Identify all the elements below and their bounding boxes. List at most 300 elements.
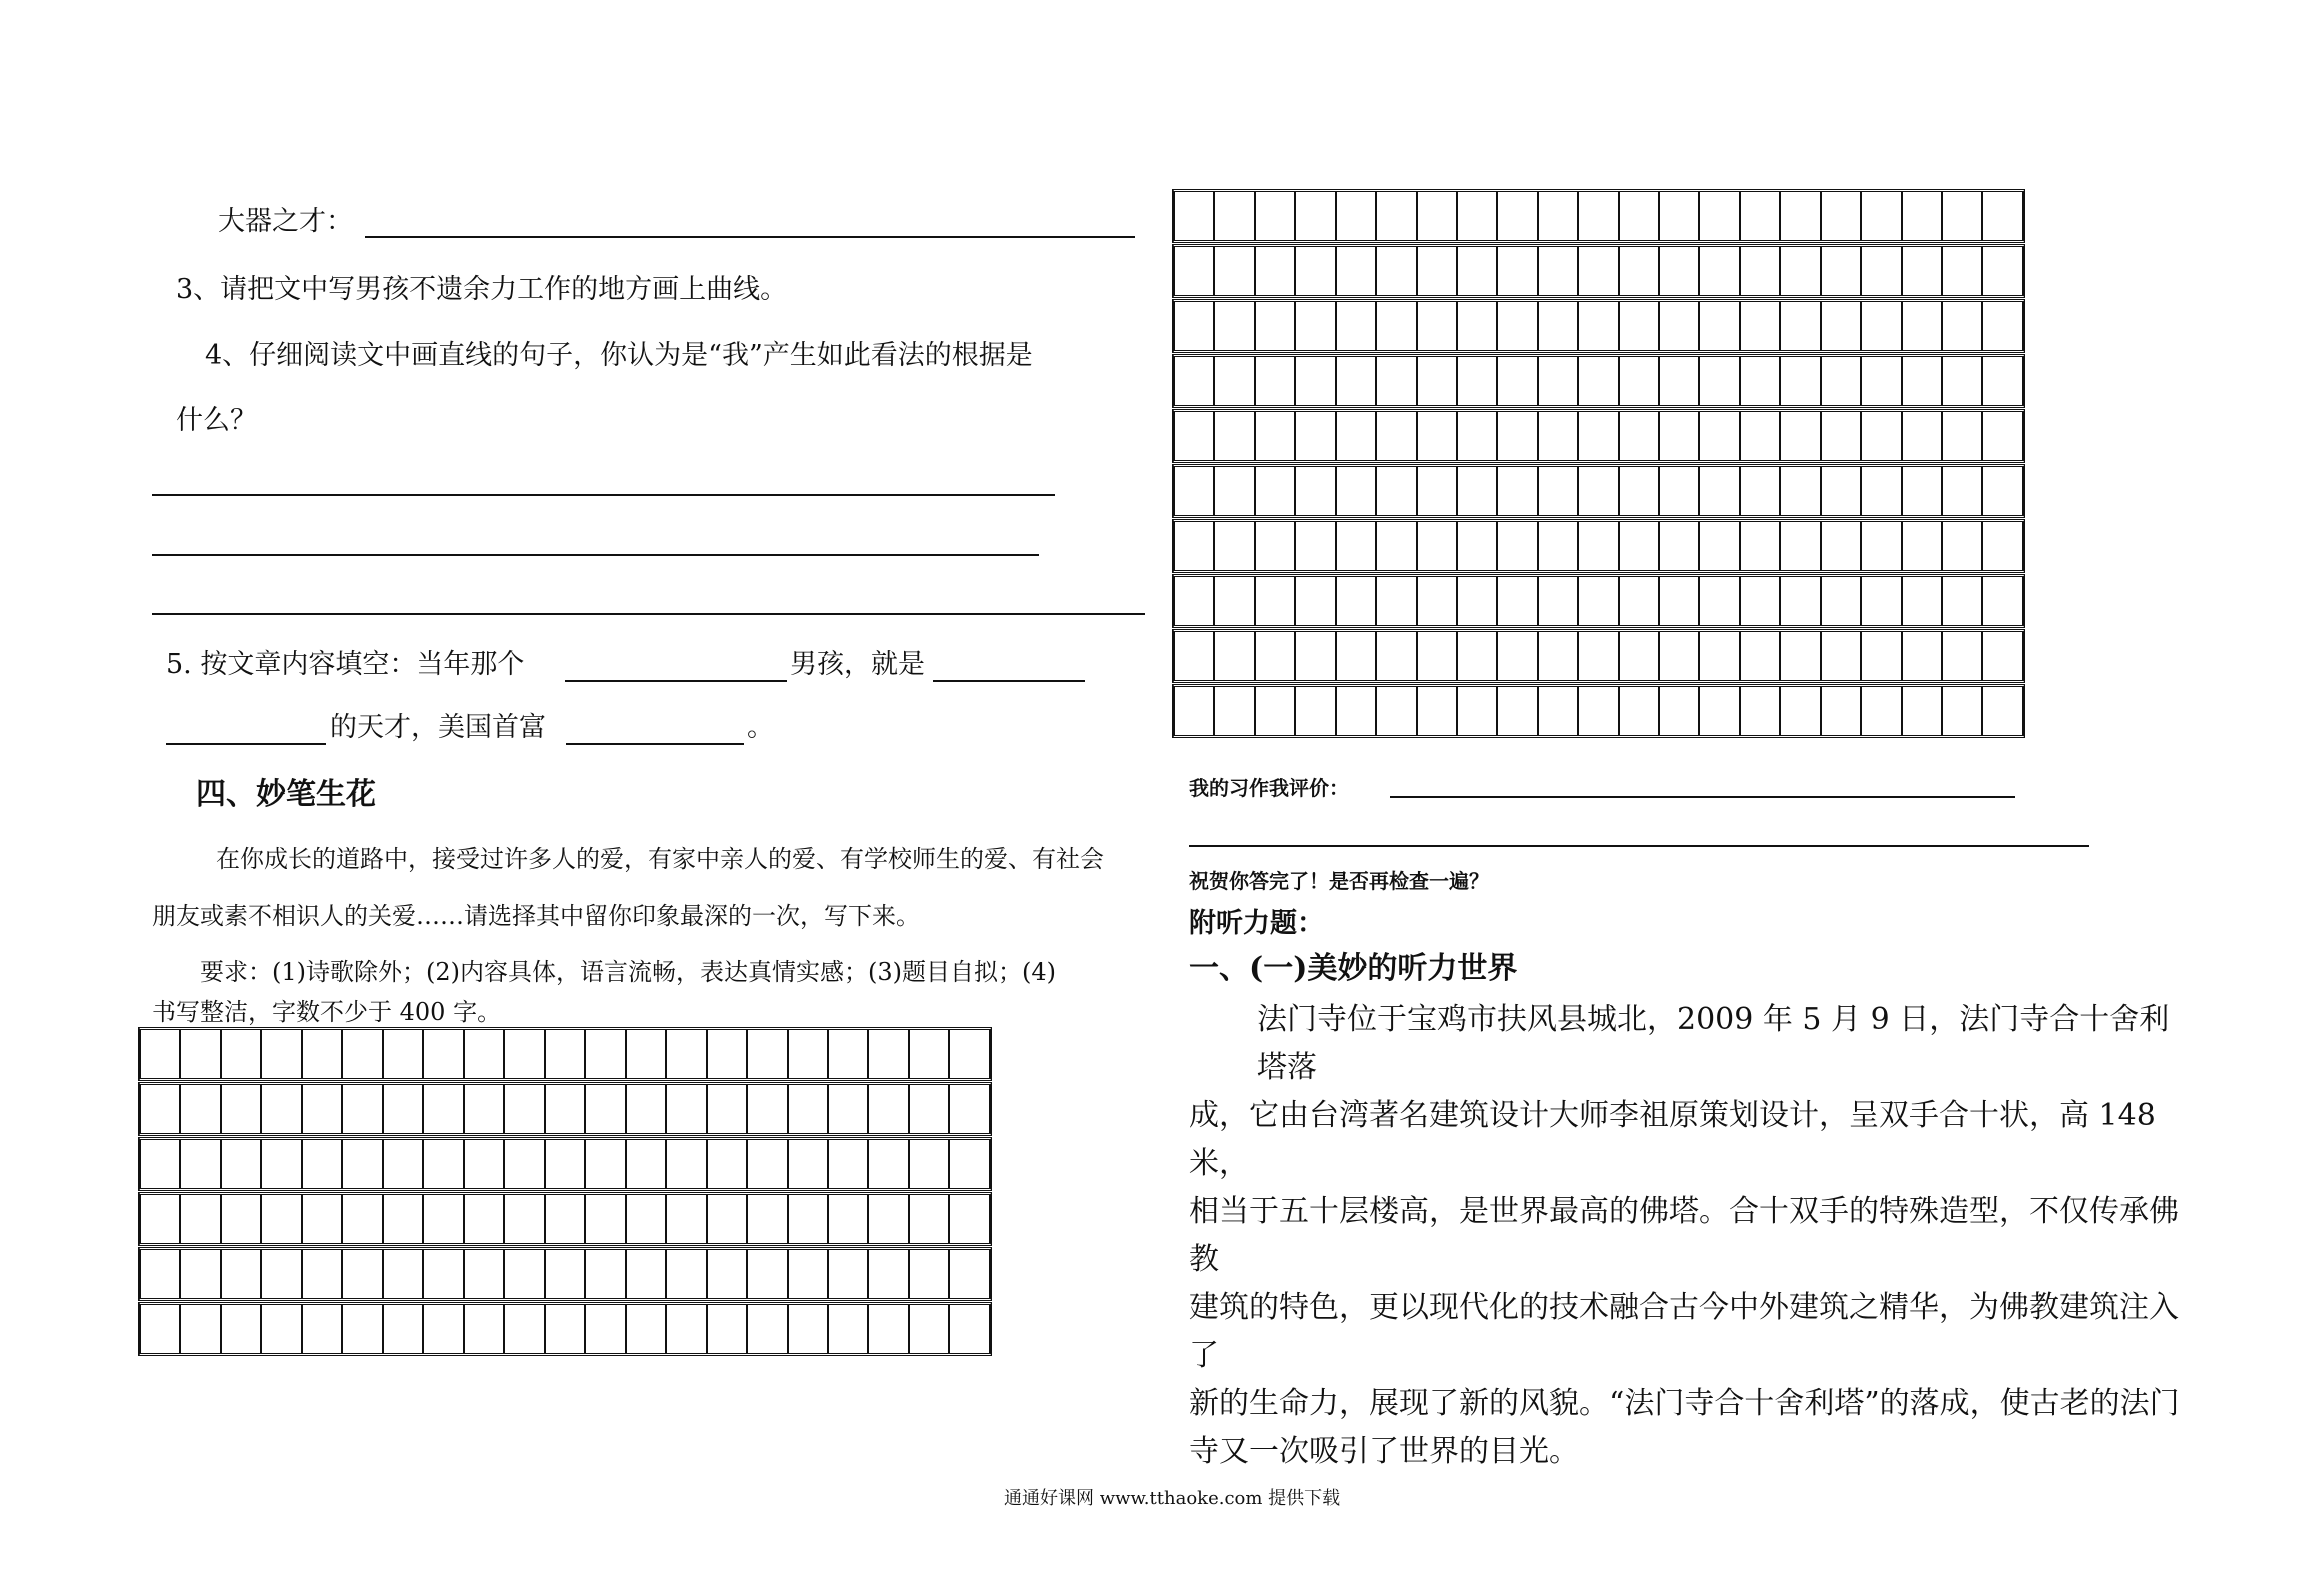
grid-cell[interactable] [1539,632,1579,680]
grid-cell[interactable] [303,1140,343,1188]
grid-cell[interactable] [1256,302,1296,350]
grid-cell[interactable] [1983,522,2021,570]
grid-cell[interactable] [1741,302,1781,350]
grid-cell[interactable] [789,1250,829,1298]
grid-cell[interactable] [1862,412,1902,460]
grid-cell[interactable] [627,1195,667,1243]
grid-cell[interactable] [1660,522,1700,570]
grid-cell[interactable] [1458,577,1498,625]
grid-cell[interactable] [1579,687,1619,735]
grid-cell[interactable] [1579,247,1619,295]
grid-cell[interactable] [667,1250,707,1298]
grid-cell[interactable] [546,1030,586,1078]
grid-cell[interactable] [910,1305,950,1353]
grid-cell[interactable] [1620,192,1660,240]
grid-cell[interactable] [505,1085,545,1133]
grid-cell[interactable] [1175,357,1215,405]
grid-cell[interactable] [1862,687,1902,735]
grid-cell[interactable] [262,1305,302,1353]
grid-cell[interactable] [829,1305,869,1353]
grid-cell[interactable] [1418,467,1458,515]
grid-cell[interactable] [1579,522,1619,570]
grid-cell[interactable] [1862,192,1902,240]
grid-cell[interactable] [424,1305,464,1353]
grid-cell[interactable] [546,1305,586,1353]
grid-cell[interactable] [667,1195,707,1243]
grid-cell[interactable] [1296,247,1336,295]
self-eval-blank[interactable] [1390,796,2015,798]
grid-cell[interactable] [262,1250,302,1298]
writing-grid-right[interactable] [1172,189,2025,739]
grid-cell[interactable] [1458,247,1498,295]
grid-cell[interactable] [1741,522,1781,570]
grid-cell[interactable] [1498,302,1538,350]
grid-cell[interactable] [708,1195,748,1243]
grid-cell[interactable] [1781,192,1821,240]
grid-cell[interactable] [1458,687,1498,735]
grid-cell[interactable] [1337,632,1377,680]
grid-cell[interactable] [1498,687,1538,735]
grid-cell[interactable] [1660,687,1700,735]
grid-cell[interactable] [505,1140,545,1188]
grid-cell[interactable] [1539,577,1579,625]
grid-cell[interactable] [1579,302,1619,350]
grid-cell[interactable] [748,1140,788,1188]
writing-grid-left[interactable] [138,1027,992,1357]
grid-cell[interactable] [1903,577,1943,625]
grid-cell[interactable] [1822,357,1862,405]
grid-cell[interactable] [1175,467,1215,515]
grid-cell[interactable] [627,1305,667,1353]
grid-cell[interactable] [1256,357,1296,405]
grid-cell[interactable] [181,1250,221,1298]
grid-cell[interactable] [1822,687,1862,735]
grid-cell[interactable] [708,1250,748,1298]
grid-cell[interactable] [141,1195,181,1243]
grid-cell[interactable] [141,1030,181,1078]
grid-cell[interactable] [1458,522,1498,570]
grid-cell[interactable] [950,1085,988,1133]
grid-cell[interactable] [222,1085,262,1133]
grid-cell[interactable] [1822,577,1862,625]
grid-cell[interactable] [1539,302,1579,350]
grid-cell[interactable] [1579,467,1619,515]
grid-cell[interactable] [708,1140,748,1188]
grid-cell[interactable] [141,1140,181,1188]
grid-cell[interactable] [1256,412,1296,460]
grid-cell[interactable] [869,1195,909,1243]
grid-cell[interactable] [1296,577,1336,625]
grid-cell[interactable] [1337,522,1377,570]
grid-cell[interactable] [1700,632,1740,680]
grid-cell[interactable] [950,1030,988,1078]
answer-blank[interactable] [365,236,1135,238]
grid-cell[interactable] [789,1085,829,1133]
grid-cell[interactable] [141,1305,181,1353]
grid-cell[interactable] [1458,412,1498,460]
grid-cell[interactable] [1458,467,1498,515]
grid-cell[interactable] [1741,357,1781,405]
grid-cell[interactable] [1943,412,1983,460]
grid-cell[interactable] [1903,412,1943,460]
grid-cell[interactable] [222,1250,262,1298]
grid-cell[interactable] [950,1195,988,1243]
grid-cell[interactable] [789,1030,829,1078]
grid-cell[interactable] [1418,632,1458,680]
grid-cell[interactable] [1983,467,2021,515]
grid-cell[interactable] [343,1030,383,1078]
grid-cell[interactable] [1377,467,1417,515]
grid-cell[interactable] [1862,247,1902,295]
grid-cell[interactable] [1377,302,1417,350]
grid-cell[interactable] [829,1140,869,1188]
grid-cell[interactable] [1741,412,1781,460]
grid-cell[interactable] [1660,467,1700,515]
grid-cell[interactable] [181,1030,221,1078]
grid-cell[interactable] [1215,467,1255,515]
grid-cell[interactable] [1700,577,1740,625]
grid-cell[interactable] [1700,192,1740,240]
grid-cell[interactable] [829,1085,869,1133]
grid-cell[interactable] [950,1250,988,1298]
grid-cell[interactable] [829,1250,869,1298]
grid-cell[interactable] [1539,467,1579,515]
grid-cell[interactable] [1296,687,1336,735]
grid-cell[interactable] [424,1195,464,1243]
grid-cell[interactable] [546,1140,586,1188]
grid-cell[interactable] [222,1030,262,1078]
grid-cell[interactable] [1781,632,1821,680]
grid-cell[interactable] [667,1030,707,1078]
grid-cell[interactable] [1579,577,1619,625]
grid-cell[interactable] [1660,247,1700,295]
grid-cell[interactable] [1418,247,1458,295]
grid-cell[interactable] [1539,522,1579,570]
grid-cell[interactable] [1741,467,1781,515]
grid-cell[interactable] [1215,192,1255,240]
grid-cell[interactable] [181,1085,221,1133]
grid-cell[interactable] [1620,632,1660,680]
grid-cell[interactable] [384,1305,424,1353]
grid-cell[interactable] [1296,192,1336,240]
grid-cell[interactable] [1377,632,1417,680]
grid-cell[interactable] [181,1195,221,1243]
grid-cell[interactable] [1903,302,1943,350]
grid-cell[interactable] [586,1085,626,1133]
grid-cell[interactable] [1256,467,1296,515]
grid-cell[interactable] [1175,412,1215,460]
grid-cell[interactable] [1418,192,1458,240]
grid-cell[interactable] [303,1250,343,1298]
grid-cell[interactable] [1256,522,1296,570]
grid-cell[interactable] [1539,412,1579,460]
grid-cell[interactable] [1175,247,1215,295]
answer-blank[interactable] [166,743,326,745]
answer-line[interactable] [152,554,1039,556]
grid-cell[interactable] [1418,687,1458,735]
grid-cell[interactable] [343,1140,383,1188]
grid-cell[interactable] [424,1085,464,1133]
grid-cell[interactable] [1620,412,1660,460]
grid-cell[interactable] [1660,357,1700,405]
grid-cell[interactable] [1983,412,2021,460]
grid-cell[interactable] [1781,357,1821,405]
grid-cell[interactable] [141,1085,181,1133]
grid-cell[interactable] [1620,522,1660,570]
grid-cell[interactable] [222,1195,262,1243]
grid-cell[interactable] [789,1140,829,1188]
grid-cell[interactable] [1498,247,1538,295]
grid-cell[interactable] [667,1140,707,1188]
grid-cell[interactable] [1983,687,2021,735]
grid-cell[interactable] [1215,302,1255,350]
grid-cell[interactable] [1983,632,2021,680]
grid-cell[interactable] [1660,412,1700,460]
grid-cell[interactable] [222,1140,262,1188]
grid-cell[interactable] [505,1030,545,1078]
grid-cell[interactable] [546,1085,586,1133]
grid-cell[interactable] [1700,467,1740,515]
answer-blank[interactable] [565,680,787,682]
grid-cell[interactable] [1700,247,1740,295]
grid-cell[interactable] [1620,577,1660,625]
grid-cell[interactable] [465,1140,505,1188]
grid-cell[interactable] [303,1305,343,1353]
grid-cell[interactable] [1215,412,1255,460]
grid-cell[interactable] [1418,522,1458,570]
grid-cell[interactable] [950,1140,988,1188]
grid-cell[interactable] [1862,357,1902,405]
grid-cell[interactable] [1781,412,1821,460]
grid-cell[interactable] [1296,412,1336,460]
grid-cell[interactable] [1660,632,1700,680]
grid-cell[interactable] [586,1030,626,1078]
grid-cell[interactable] [222,1305,262,1353]
grid-cell[interactable] [586,1250,626,1298]
grid-cell[interactable] [1781,247,1821,295]
grid-cell[interactable] [1822,412,1862,460]
grid-cell[interactable] [1862,632,1902,680]
answer-line[interactable] [152,613,1145,615]
grid-cell[interactable] [1377,687,1417,735]
grid-cell[interactable] [1418,577,1458,625]
grid-cell[interactable] [1296,522,1336,570]
grid-cell[interactable] [1862,577,1902,625]
grid-cell[interactable] [181,1140,221,1188]
grid-cell[interactable] [627,1085,667,1133]
grid-cell[interactable] [384,1140,424,1188]
answer-blank[interactable] [566,743,744,745]
grid-cell[interactable] [1498,632,1538,680]
grid-cell[interactable] [1296,467,1336,515]
grid-cell[interactable] [869,1030,909,1078]
grid-cell[interactable] [1256,247,1296,295]
grid-cell[interactable] [1498,412,1538,460]
grid-cell[interactable] [869,1085,909,1133]
grid-cell[interactable] [1256,687,1296,735]
grid-cell[interactable] [1579,192,1619,240]
grid-cell[interactable] [1296,302,1336,350]
grid-cell[interactable] [505,1305,545,1353]
grid-cell[interactable] [1822,247,1862,295]
grid-cell[interactable] [667,1305,707,1353]
grid-cell[interactable] [1943,467,1983,515]
grid-cell[interactable] [384,1195,424,1243]
grid-cell[interactable] [546,1250,586,1298]
grid-cell[interactable] [1741,577,1781,625]
grid-cell[interactable] [1498,467,1538,515]
grid-cell[interactable] [1215,247,1255,295]
grid-cell[interactable] [1539,687,1579,735]
grid-cell[interactable] [1337,687,1377,735]
grid-cell[interactable] [1175,522,1215,570]
grid-cell[interactable] [910,1030,950,1078]
grid-cell[interactable] [708,1085,748,1133]
grid-cell[interactable] [1498,192,1538,240]
grid-cell[interactable] [1458,357,1498,405]
grid-cell[interactable] [1903,247,1943,295]
grid-cell[interactable] [1539,192,1579,240]
grid-cell[interactable] [1781,302,1821,350]
grid-cell[interactable] [1781,687,1821,735]
grid-cell[interactable] [1741,632,1781,680]
grid-cell[interactable] [1903,357,1943,405]
grid-cell[interactable] [1700,357,1740,405]
grid-cell[interactable] [1943,687,1983,735]
grid-cell[interactable] [1418,412,1458,460]
grid-cell[interactable] [748,1250,788,1298]
grid-cell[interactable] [1175,687,1215,735]
grid-cell[interactable] [627,1250,667,1298]
grid-cell[interactable] [748,1085,788,1133]
grid-cell[interactable] [1781,522,1821,570]
grid-cell[interactable] [384,1085,424,1133]
grid-cell[interactable] [748,1195,788,1243]
grid-cell[interactable] [1337,192,1377,240]
grid-cell[interactable] [1943,192,1983,240]
grid-cell[interactable] [789,1195,829,1243]
grid-cell[interactable] [1620,302,1660,350]
grid-cell[interactable] [1256,192,1296,240]
grid-cell[interactable] [1903,687,1943,735]
grid-cell[interactable] [1700,687,1740,735]
grid-cell[interactable] [303,1195,343,1243]
grid-cell[interactable] [465,1030,505,1078]
grid-cell[interactable] [1458,192,1498,240]
grid-cell[interactable] [869,1140,909,1188]
grid-cell[interactable] [1903,522,1943,570]
grid-cell[interactable] [1296,632,1336,680]
grid-cell[interactable] [1700,412,1740,460]
grid-cell[interactable] [262,1085,302,1133]
grid-cell[interactable] [1741,687,1781,735]
grid-cell[interactable] [1539,357,1579,405]
grid-cell[interactable] [1620,467,1660,515]
grid-cell[interactable] [1983,192,2021,240]
grid-cell[interactable] [1781,577,1821,625]
grid-cell[interactable] [1660,192,1700,240]
grid-cell[interactable] [1700,522,1740,570]
grid-cell[interactable] [384,1250,424,1298]
grid-cell[interactable] [789,1305,829,1353]
grid-cell[interactable] [1579,357,1619,405]
grid-cell[interactable] [1741,192,1781,240]
grid-cell[interactable] [1458,632,1498,680]
grid-cell[interactable] [667,1085,707,1133]
grid-cell[interactable] [343,1305,383,1353]
grid-cell[interactable] [1418,357,1458,405]
grid-cell[interactable] [1296,357,1336,405]
grid-cell[interactable] [1620,687,1660,735]
grid-cell[interactable] [465,1305,505,1353]
grid-cell[interactable] [262,1195,302,1243]
grid-cell[interactable] [748,1030,788,1078]
grid-cell[interactable] [1337,577,1377,625]
grid-cell[interactable] [1943,577,1983,625]
grid-cell[interactable] [343,1250,383,1298]
grid-cell[interactable] [1215,632,1255,680]
grid-cell[interactable] [1943,632,1983,680]
grid-cell[interactable] [1458,302,1498,350]
grid-cell[interactable] [1983,302,2021,350]
grid-cell[interactable] [1903,192,1943,240]
grid-cell[interactable] [343,1195,383,1243]
grid-cell[interactable] [1377,192,1417,240]
grid-cell[interactable] [1943,247,1983,295]
grid-cell[interactable] [1498,522,1538,570]
grid-cell[interactable] [262,1030,302,1078]
grid-cell[interactable] [1579,412,1619,460]
grid-cell[interactable] [1822,632,1862,680]
grid-cell[interactable] [1983,577,2021,625]
grid-cell[interactable] [1822,522,1862,570]
grid-cell[interactable] [1418,302,1458,350]
grid-cell[interactable] [1215,522,1255,570]
grid-cell[interactable] [1862,302,1902,350]
grid-cell[interactable] [1822,302,1862,350]
grid-cell[interactable] [465,1195,505,1243]
grid-cell[interactable] [1256,577,1296,625]
grid-cell[interactable] [829,1030,869,1078]
grid-cell[interactable] [1498,577,1538,625]
grid-cell[interactable] [829,1195,869,1243]
grid-cell[interactable] [1620,357,1660,405]
grid-cell[interactable] [141,1250,181,1298]
grid-cell[interactable] [1377,357,1417,405]
grid-cell[interactable] [1822,192,1862,240]
grid-cell[interactable] [1741,247,1781,295]
grid-cell[interactable] [303,1030,343,1078]
grid-cell[interactable] [465,1085,505,1133]
grid-cell[interactable] [1862,522,1902,570]
grid-cell[interactable] [1215,687,1255,735]
grid-cell[interactable] [910,1140,950,1188]
grid-cell[interactable] [910,1195,950,1243]
grid-cell[interactable] [1377,577,1417,625]
grid-cell[interactable] [1660,577,1700,625]
grid-cell[interactable] [1983,357,2021,405]
grid-cell[interactable] [303,1085,343,1133]
grid-cell[interactable] [910,1250,950,1298]
grid-cell[interactable] [505,1195,545,1243]
grid-cell[interactable] [1903,632,1943,680]
answer-line[interactable] [152,494,1055,496]
grid-cell[interactable] [1175,632,1215,680]
grid-cell[interactable] [1781,467,1821,515]
grid-cell[interactable] [1822,467,1862,515]
grid-cell[interactable] [1498,357,1538,405]
grid-cell[interactable] [505,1250,545,1298]
